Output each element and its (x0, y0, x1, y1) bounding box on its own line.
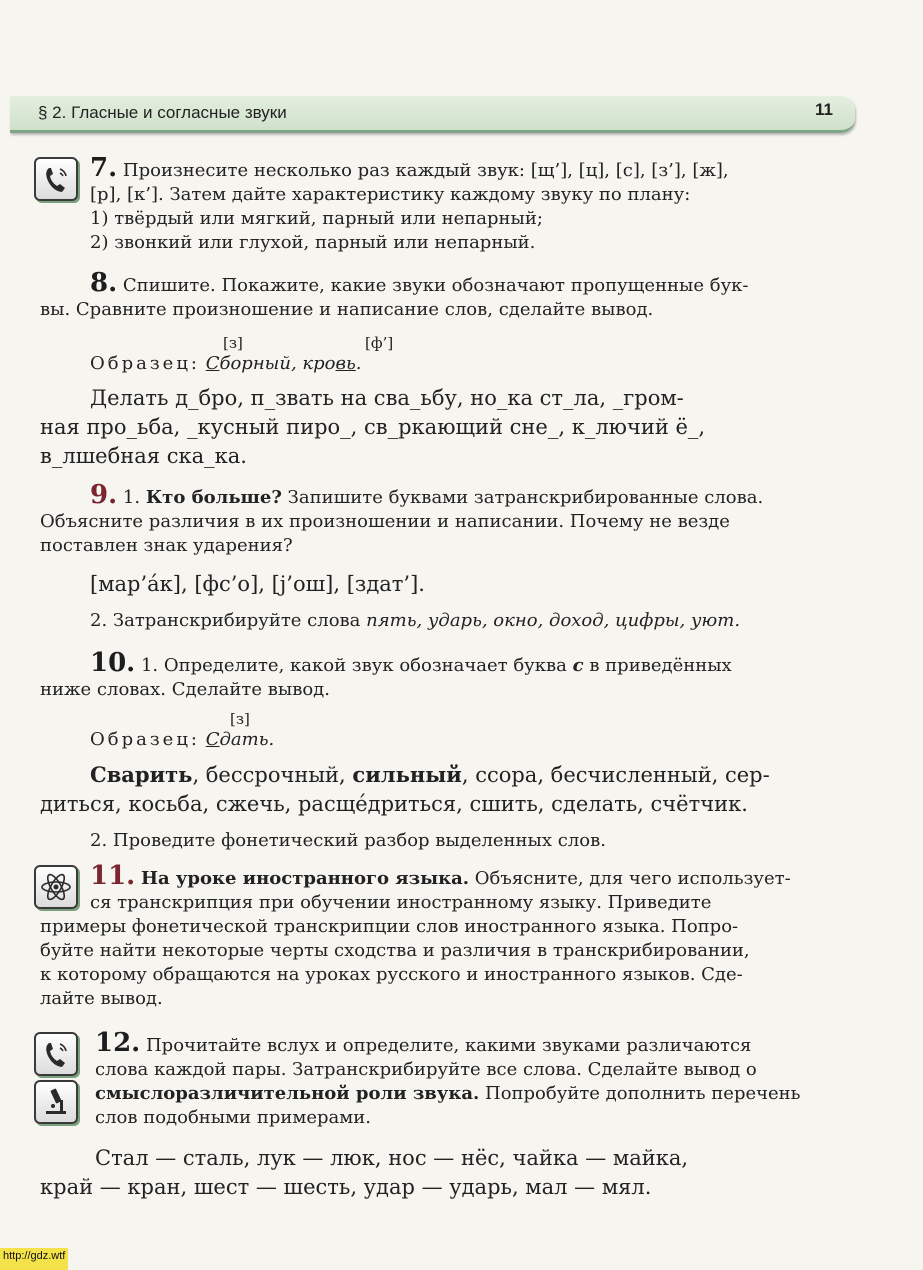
exercise-10-number: 10. (90, 648, 136, 678)
exercise-8-line-2: вы. Сравните произношение и написание слов, сделайте вывод. (40, 299, 654, 320)
exercise-9-part-1: 1. (122, 487, 141, 508)
exercise-9-line-2: Объясните различия в их произношении и написании. Почему не везде (40, 511, 730, 532)
sample-word-1-highlight: С (205, 353, 220, 374)
exercise-12-line-4: слов подобными примерами. (95, 1107, 371, 1128)
sample-word-2-post: . (355, 353, 362, 374)
exercise-8-text-1: Делать д_бро, п_звать на сва_ьбу, но_ка ст_ла, _гром- (90, 386, 684, 410)
exercise-11-line-6: лайте вывод. (40, 988, 163, 1009)
exercise-11-line-5: к которому обращаются на уроках русского и иностранного языков. Сде- (40, 964, 743, 985)
transcription-mark-3: [з] (230, 710, 250, 728)
exercise-11-line-4: буйте найти некоторые черты сходства и различия в транскрибировании, (40, 940, 750, 961)
exercise-10-line-1: 1. Определите, какой звук обозначает буква (140, 655, 567, 676)
exercise-11-title: На уроке иностранного языка. (140, 868, 470, 889)
words-middle-2: , ссора, бесчисленный, сер- (461, 763, 770, 787)
exercise-9-transcriptions: [мар’а́к], [фс’о], [j’ош], [здат’]. (90, 572, 425, 596)
exercise-7 (90, 153, 850, 255)
exercise-7-line-4: 2) звонкий или глухой, парный или непарный. (90, 232, 536, 253)
sample-word-3-rest: дать. (219, 729, 275, 750)
exercise-11-line-3: примеры фонетической транскрипции слов иностранного языка. Попро- (40, 916, 739, 937)
exercise-10-part-2: 2. Проведите фонетический разбор выделенных слов. (90, 830, 606, 851)
page-number: 11 (815, 100, 833, 119)
exercise-12-pairs-1: Стал — сталь, лук — люк, нос — нёс, чайка — майка, (95, 1146, 689, 1170)
exercise-12-line-3: Попробуйте дополнить перечень (485, 1083, 801, 1104)
transcription-mark-2: [ф’] (365, 334, 394, 352)
exercise-12-pairs-2: край — кран, шест — шесть, удар — ударь, мал — мял. (40, 1175, 652, 1199)
exercise-9-part-2-words: пять, ударь, окно, доход, цифры, уют. (366, 610, 741, 631)
exercise-9-part-2-label: 2. Затранскрибируйте слова (90, 610, 361, 631)
sample-word-3-highlight: С (205, 729, 220, 750)
exercise-9-line-3: поставлен знак ударения? (40, 535, 293, 556)
exercise-10 (40, 648, 850, 853)
exercise-7-line-2: [р], [к’]. Затем дайте характеристику каждому звуку по плану: (90, 184, 691, 205)
transcription-mark-1: [з] (223, 334, 243, 352)
exercise-8-number: 8. (90, 268, 118, 298)
exercise-12-line-2: слова каждой пары. Затранскрибируйте все слова. Сделайте вывод о (95, 1059, 757, 1080)
exercise-12 (40, 1028, 850, 1202)
exercise-9-title: Кто больше? (145, 487, 282, 508)
highlighted-word-2: сильный (352, 762, 462, 787)
exercise-10-line-1-end: в приведённых (589, 655, 732, 676)
exercise-12-bold-phrase: смыслоразличительной роли звука. (95, 1083, 480, 1104)
exercise-10-line-2: ниже словах. Сделайте вывод. (40, 679, 330, 700)
sample-label-2: Образец: (90, 729, 200, 750)
highlighted-word-1: Сварить (90, 762, 193, 787)
exercise-8 (40, 268, 850, 471)
sample-word-2-pre: кро (302, 353, 336, 374)
exercise-9 (40, 480, 850, 633)
exercise-11-line-2: ся транскрипция при обучении иностранному языку. Приведите (90, 892, 712, 913)
exercise-9-number: 9. (90, 480, 118, 510)
exercise-8-text-2: ная про_ьба, _кусный пиро_, св_ркающий сне_, к_лючий ё_, (40, 415, 706, 439)
exercise-11 (40, 861, 850, 1011)
sample-word-2-highlight: вь (335, 353, 356, 374)
sample-label: Образец: (90, 353, 200, 374)
exercise-8-sample (40, 352, 850, 376)
exercise-7-line-3: 1) твёрдый или мягкий, парный или непарный; (90, 208, 543, 229)
exercise-11-line-1: Объясните, для чего использует- (474, 868, 791, 889)
exercise-10-sample (40, 728, 850, 752)
exercise-12-line-1: Прочитайте вслух и определите, какими звуками различаются (145, 1035, 752, 1056)
words-middle-1: , бессрочный, (192, 763, 346, 787)
exercise-10-words-line-2: диться, косьба, сжечь, расще́дриться, сшить, сделать, счётчик. (40, 792, 748, 816)
exercise-9-line-1: Запишите буквами затранскрибированные слова. (287, 487, 764, 508)
exercise-12-number: 12. (95, 1028, 141, 1058)
watermark-link[interactable]: http://gdz.wtf (0, 1248, 68, 1270)
exercise-8-line-1: Спишите. Покажите, какие звуки обозначают пропущенные бук- (122, 275, 749, 296)
exercise-8-text-3: в_лшебная ска_ка. (40, 444, 247, 468)
exercise-7-number: 7. (90, 153, 118, 183)
sample-word-1-rest: борный, (219, 353, 297, 374)
exercise-10-letter: с (572, 655, 584, 676)
exercise-7-line-1: Произнесите несколько раз каждый звук: [щ’], [ц], [с], [з’], [ж], (122, 160, 729, 181)
chapter-title: § 2. Гласные и согласные звуки (38, 103, 287, 122)
exercise-11-number: 11. (90, 861, 136, 891)
phone-icon (34, 157, 78, 201)
